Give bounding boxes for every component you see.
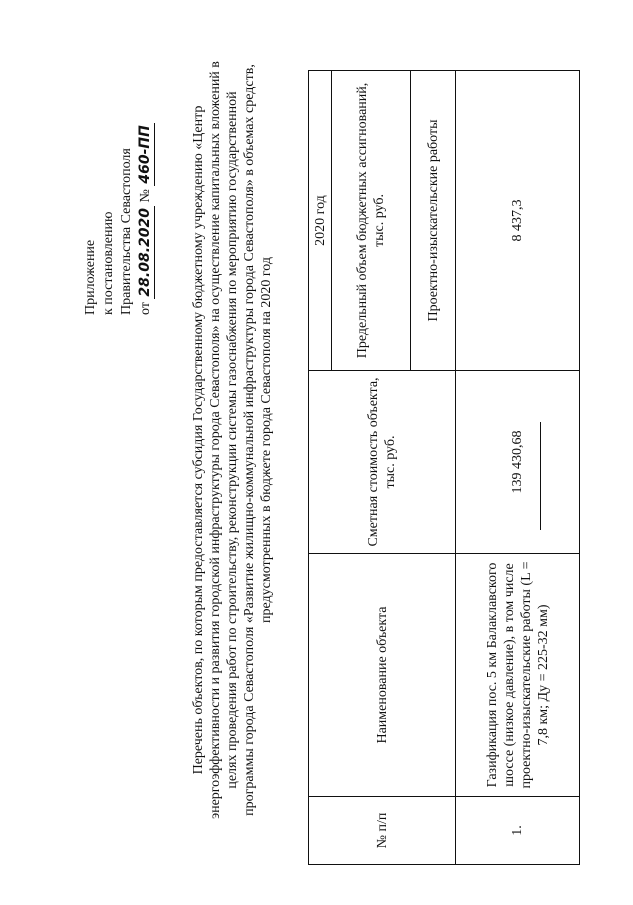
table-header-row [309,71,332,865]
closing-line [540,422,541,530]
number-prefix: № [138,189,153,203]
header-cost: Сметная стоимость объекта, тыс. руб. [309,371,456,554]
row-cost: 139 430,68 [456,371,580,554]
table-row [456,71,580,865]
row-name: Газификация пос. 5 км Балаклавского шоссе (низкое давление), в том числе проектно-изыскательские работы (L = 7,8 км; Ду = 225-32 мм) [456,554,580,797]
government-label: Правительства Севастополя [119,148,134,315]
resolution-number: 460-ПП [137,125,153,184]
header-limit: Предельный объем бюджетных ассигнований, тыс. руб. [332,71,411,371]
appendix-label: Приложение [83,239,98,315]
header-name: Наименование объекта [309,554,456,797]
header-num: № п/п [309,797,456,865]
header-work-type: Проектно-изыскательские работы [411,71,456,371]
resolution-date: 28.08.2020 [137,207,153,297]
header-year: 2020 год [309,71,332,371]
resolution-date-line [136,75,155,315]
document-title: Перечень объектов, по которым предоставляется субсидия Государственному бюджетному учреждению «Центр энергоэффективности и развития городской инфраструктуры города Севастополя» на осуществление капитальных вложений в целях проведения работ по строительству, реконструкции системы газоснабжения по мероприятию государственной программы города Севастополя «Развитие жилищно-коммунальной инфраструктуры города Севастополя» в объемах средств, предусмотренных в бюджете города Севастополя на 2020 год [191,61,274,819]
from-prefix: от [138,302,153,315]
row-limit: 8 437,3 [456,71,580,371]
resolution-label: к постановлению [101,211,116,315]
appendix-header [82,75,155,315]
row-num: 1. [456,797,580,865]
